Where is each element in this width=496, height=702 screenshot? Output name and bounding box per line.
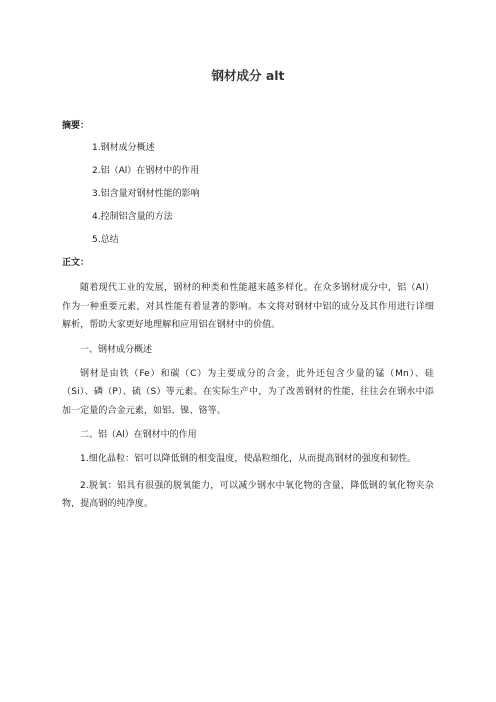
toc-item: 4.控制铝含量的方法 [92,212,173,222]
section-1-title: 一、钢材成分概述 [80,344,153,355]
toc-list [62,142,434,246]
toc-item: 1.钢材成分概述 [92,143,155,153]
document-content [62,120,434,522]
toc-item: 5.总结 [92,235,119,245]
point-1-paragraph: 1.细化晶粒：铝可以降低钢的相变温度，使晶粒细化，从而提高钢材的强度和韧性。 [80,454,417,464]
section-1-paragraph: 钢材是由铁（Fe）和碳（C）为主要成分的合金，此外还包含少量的锰（Mn）、硅（Si）、磷（P）、硫（S）等元素。在实际生产中，为了改善钢材的性能，往往会在钢水中添加一定量的合金元素，如铝、镍、铬等。 [62,368,434,416]
abstract-heading: 摘要： [62,121,90,131]
toc-item: 2.铝（Al）在钢材中的作用 [92,166,200,176]
toc-item: 3.铝含量对钢材性能的影响 [92,189,200,199]
point-2-paragraph: 2.脱氧：铝具有很强的脱氧能力，可以减少钢水中氧化物的含量，降低钢的氧化物夹杂物，提高钢的纯净度。 [62,480,434,509]
section-2-title: 二、铝（Al）在钢材中的作用 [80,430,197,440]
document-title: 钢材成分 alt [211,68,285,83]
body-heading: 正文： [62,258,90,268]
intro-paragraph: 随着现代工业的发展，钢材的种类和性能越来越多样化。在众多钢材成分中，铝（Al）作为一种重要元素，对其性能有着显著的影响。本文将对钢材中铝的成分及其作用进行详细解析，帮助大家更好地理解和应用铝在钢材中的价值。 [62,283,434,330]
